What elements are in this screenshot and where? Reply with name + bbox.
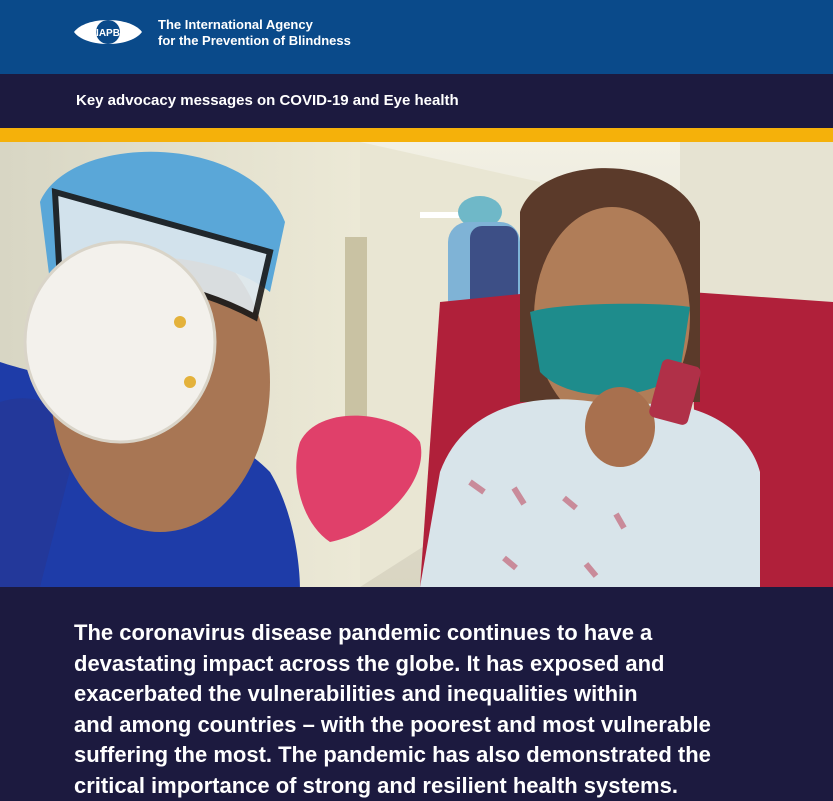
paragraph-line: critical importance of strong and resilient health systems. xyxy=(74,771,774,801)
organization-name xyxy=(158,17,351,49)
paragraph-line: suffering the most. The pandemic has also demonstrated the xyxy=(74,740,774,771)
paragraph-line: exacerbated the vulnerabilities and inequalities within xyxy=(74,679,774,710)
org-name-line-2: for the Prevention of Blindness xyxy=(158,33,351,49)
hero-photo xyxy=(0,142,833,587)
intro-paragraph xyxy=(74,618,774,801)
paragraph-line: and among countries – with the poorest and most vulnerable xyxy=(74,710,774,741)
iapb-logo-icon xyxy=(72,14,144,50)
logo-text: IAPB xyxy=(96,28,120,39)
paragraph-line: The coronavirus disease pandemic continues to have a xyxy=(74,618,774,649)
accent-stripe xyxy=(0,128,833,142)
hospital-photo-illustration xyxy=(0,142,833,587)
paragraph-line: devastating impact across the globe. It has exposed and xyxy=(74,649,774,680)
org-name-line-1: The International Agency xyxy=(158,17,351,33)
document-title: Key advocacy messages on COVID-19 and Eye health xyxy=(76,91,459,111)
